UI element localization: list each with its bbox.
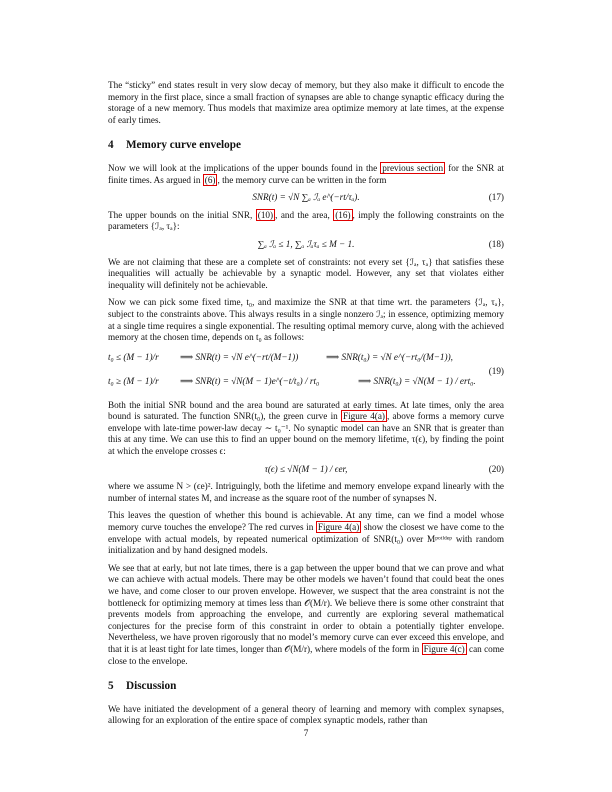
- section-4-paragraph-1: Now we will look at the implications of the upper bounds found in the previous section for the SNR at finite times. As argued in (6) , the memory curve can be written in the form: [108, 162, 505, 185]
- section-5-paragraph-1: We have initiated the development of a general theory of learning and memory with complex synapses, allowing for an exploration of the entire space of complex synaptic models, rather than: [108, 703, 504, 726]
- eq19-row2-snr: ⟹ SNR(t) = √N(M − 1)e^(−t/t₀) / rt₀: [180, 375, 320, 386]
- equation-17-tag: (17): [488, 192, 504, 203]
- figure-4c-link[interactable]: Figure 4(c): [423, 643, 465, 654]
- paper-body: [108, 80, 504, 733]
- section-4-paragraph-8: We see that at early, but not late times, there is a gap between the upper bound that we can prove and what we can achieve with actual models. There may be other models we haven’t found that could beat the ones we have, and come closer to our proven envelope. However, we suspect that the area constraint is not the bottleneck for optimizing memory at times less than 𝒪(M/r). We believe there is some other constraint that prevents models from approaching the envelope, and currently are exploring several mathematical conjectures for the precise form of this constraint in order to obtain a potentially tighter envelope. Nevertheless, we have proven rigorously that no model’s memory curve can ever exceed this envelope, and that it is at least tight for late times, longer than 𝒪(M/r), where models of the form in Figure 4(c) can come close to the envelope.: [108, 562, 504, 666]
- section-4-paragraph-2: The upper bounds on the initial SNR, (10) , and the area, (16) , imply the following constraints on the parameters {ℐₐ, τₐ}:: [108, 209, 505, 232]
- section-4-number: 4: [108, 139, 114, 152]
- equation-18: ∑ₐ ℐₐ ≤ 1, ∑ₐ ℐₐτₐ ≤ M − 1. (18): [257, 238, 504, 249]
- eq19-row1-condition: t₀ ≤ (M − 1)/r: [108, 351, 159, 362]
- eq-16-link[interactable]: (16): [335, 209, 351, 220]
- section-4-heading: [108, 140, 504, 152]
- section-4-paragraph-6: where we assume N > (ϵe)². Intriguingly, both the lifetime and memory envelope expand linearly with the number of internal states M, and increase as the square root of the number of synapses N.: [108, 481, 504, 503]
- section-5-number: 5: [108, 680, 114, 693]
- previous-section-link[interactable]: previous section: [382, 162, 444, 173]
- eq19-row1-snr-t0: ⟹ SNR(t₀) = √N e^(−rt₀/(M−1)),: [326, 351, 453, 362]
- section-4-title: Memory curve envelope: [126, 139, 241, 152]
- intro-paragraph: The “sticky” end states result in very slow decay of memory, but they also make it difficult to encode the memory in the first place, since a small fraction of synapses are able to change synaptic efficacy during the storage of a new memory. Thus models that maximize area optimize memory at late times, at the expense of early times.: [108, 80, 504, 125]
- equation-17: SNR(t) = √N ∑ₐ ℐₐ e^(−rt/τₐ). (17): [252, 192, 504, 203]
- section-5-heading: [108, 681, 504, 693]
- eq-6-link[interactable]: (6): [204, 174, 216, 185]
- page-number: 7: [303, 728, 309, 738]
- section-4-paragraph-3: We are not claiming that these are a complete set of constraints: not every set {ℐₐ, τₐ} that satisfies these inequalities will actually be achievable by a synaptic model. However, any set that violates either inequality will definitely not be achievable.: [108, 256, 504, 290]
- equation-20-tag: (20): [488, 463, 504, 474]
- section-4-paragraph-4: Now we can pick some fixed time, t₀, and maximize the SNR at that time wrt. the parameters {ℐₐ, τₐ}, subject to the constraints above. This always results in a single nonzero ℐₐ; in essence, optimizing memory at a single time requires a single exponential. The resulting optimal memory curve, along with the achieved memory at the chosen time, depends on t₀ as follows:: [108, 297, 504, 343]
- equation-19: [108, 350, 504, 394]
- figure-4a-link-2[interactable]: Figure 4(a): [317, 522, 360, 533]
- section-5-title: Discussion: [126, 680, 177, 693]
- equation-19-tag: (19): [488, 365, 504, 376]
- eq-10-link[interactable]: (10): [257, 209, 274, 220]
- equation-18-tag: (18): [488, 238, 504, 249]
- equation-20: τ(ϵ) ≤ √N(M − 1) / ϵer, (20): [264, 463, 504, 474]
- section-4-paragraph-5: Both the initial SNR bound and the area bound are saturated at early times. At late times, only the area bound is saturated. The function SNR(t₀), the green curve in Figure 4(a) , above forms a memory curve envelope with late-time power-law decay ∼ t₀⁻¹. No synaptic model can have an SNR that is greater than this at any time. We can use this to find an upper bound on the memory lifetime, τ(ϵ), by finding the point at which the envelope crosses ϵ:: [108, 399, 504, 457]
- section-4-paragraph-7: This leaves the question of whether this bound is achievable. At any time, can we find a model whose memory curve touches the envelope? The red curves in Figure 4(a) show the closest we have come to the envelope with actual models, by repeated numerical optimization of SNR(t₀) over Mᵖᵒᵗˡᵈᵉᵖ with random initialization and by hand designed models.: [108, 510, 504, 556]
- eq19-row2-condition: t₀ ≥ (M − 1)/r: [108, 375, 159, 386]
- eq19-row1-snr: ⟹ SNR(t) = √N e^(−rt/(M−1)): [180, 351, 299, 362]
- figure-4a-link[interactable]: Figure 4(a): [342, 411, 385, 422]
- eq19-row2-snr-t0: ⟹ SNR(t₀) = √N(M − 1) / ert₀.: [358, 375, 476, 386]
